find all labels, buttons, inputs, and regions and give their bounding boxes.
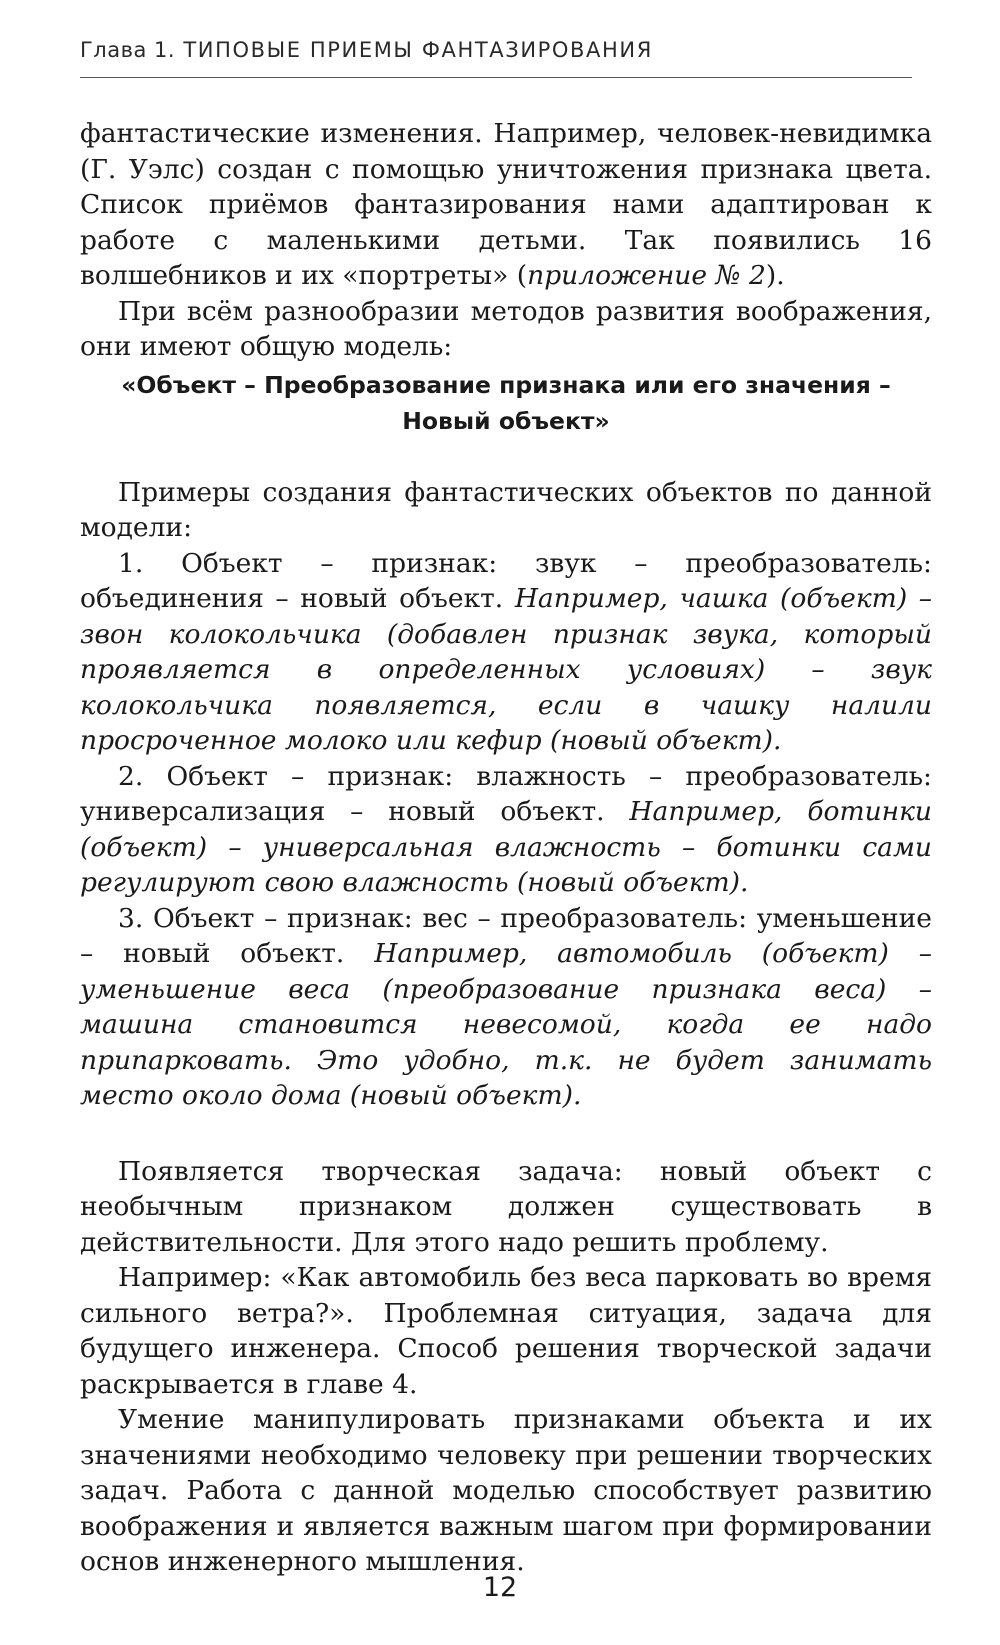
spacer xyxy=(80,1114,932,1154)
example-item-3-text: Например, автомобиль (объект) – уменьшение веса (преобразование признака веса) – машина становится невесомой, когда ее надо припарковать. Это удобно, т.к. не будет занимать место около дома (новый объект). xyxy=(80,938,932,1111)
paragraph-model-intro: При всём разнообразии методов развития воображения, они имеют общую модель: xyxy=(80,295,932,362)
appendix-reference: приложение № 2 xyxy=(527,260,766,291)
paragraph-examples-intro: Примеры создания фантастических объектов по данной модели: xyxy=(80,476,932,543)
paragraph-conclusion: Умение манипулировать признаками объекта и их значениями необходимо человеку при решении творческих задач. Работа с данной моделью способствует развитию воображения и является важным шагом при формировании основ инженерного мышления. xyxy=(80,1404,932,1577)
example-item-2-lead: 2. Объект – признак: влажность – преобразователь: универсализация – новый объект. xyxy=(80,760,932,827)
example-item-1-text: Например, чашка (объект) – звон колокольчика (добавлен признак звука, который проявляется в определенных условиях) – звук колокольчика появляется, если в чашку налили просроченное молоко или кефир (новый объект). xyxy=(80,583,932,756)
example-item-1 xyxy=(80,546,932,759)
paragraph-creative-task: Появляется творческая задача: новый объект с необычным признаком должен существовать в действительности. Для этого надо решить проблему. xyxy=(80,1155,932,1258)
example-item-3 xyxy=(80,901,932,1114)
example-item-3-lead: 3. Объект – признак: вес – преобразователь: уменьшение – новый объект. xyxy=(80,902,932,969)
example-item-2 xyxy=(80,759,932,901)
spacer xyxy=(80,439,932,475)
page-body xyxy=(80,116,932,1580)
example-item-2-text: Например, ботинки (объект) – универсальная влажность – ботинки сами регулируют свою влажность (новый объект). xyxy=(80,796,932,898)
running-head-chapter: Глава 1. xyxy=(80,38,176,62)
model-formula-line-2: Новый объект» xyxy=(402,406,610,435)
model-formula-line-1: «Объект – Преобразование признака или его значения – xyxy=(121,370,891,399)
paragraph-intro xyxy=(80,116,932,294)
paragraph-intro-lead: фантастические изменения. Например, человек-невидимка (Г. Уэлс) создан с помощью уничтожения признака цвета. Список приёмов фантазирования нами адаптирован к работе с маленькими детьми. Так появились 16 волшебников и их «портреты» ( xyxy=(80,118,932,291)
running-head xyxy=(80,38,653,62)
running-head-title: ТИПОВЫЕ ПРИЕМЫ ФАНТАЗИРОВАНИЯ xyxy=(183,38,653,62)
model-formula xyxy=(80,367,932,439)
page-number: 12 xyxy=(482,1572,518,1603)
paragraph-intro-tail: ). xyxy=(765,260,785,291)
header-rule xyxy=(80,77,912,78)
paragraph-task-example: Например: «Как автомобиль без веса парковать во время сильного ветра?». Проблемная ситуация, задача для будущего инженера. Способ решения творческой задачи раскрывается в главе 4. xyxy=(80,1262,932,1400)
example-item-1-lead: 1. Объект – признак: звук – преобразователь: объединения – новый объект. xyxy=(80,547,932,614)
